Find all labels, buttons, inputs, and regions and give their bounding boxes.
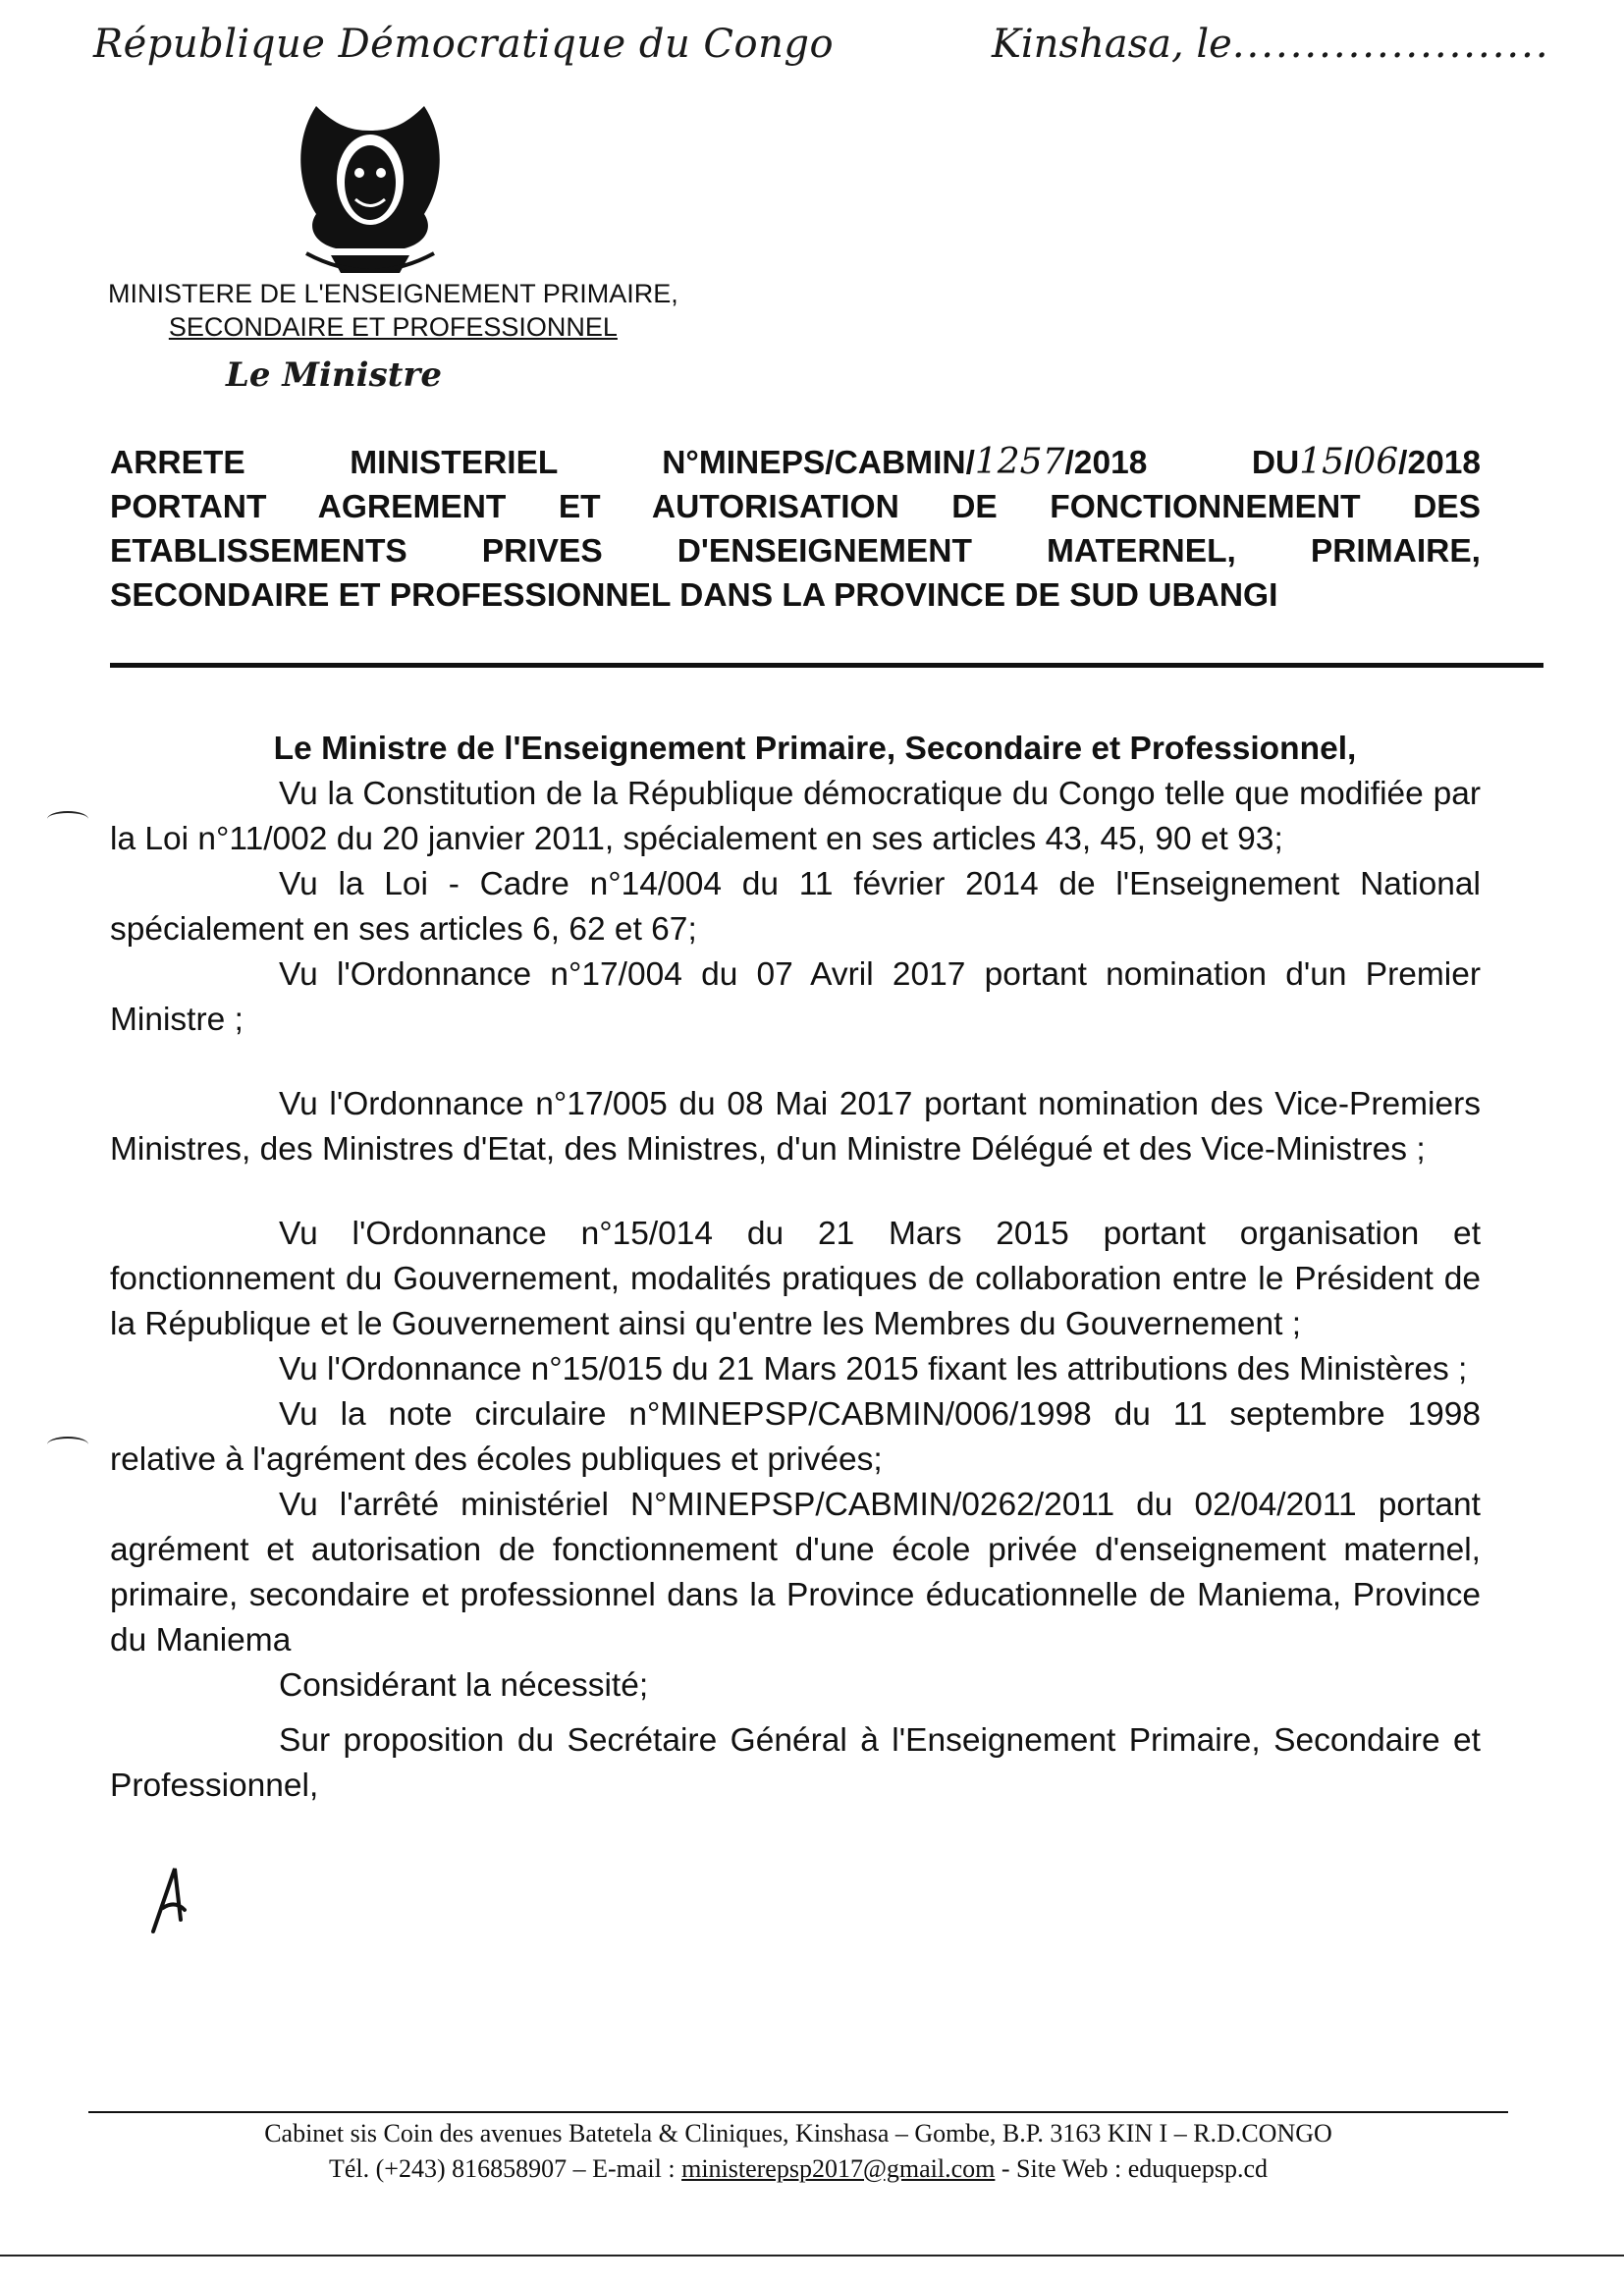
decree-du: DU xyxy=(1251,445,1300,481)
vu-ordonnance-17-005: Vu l'Ordonnance n°17/005 du 08 Mai 2017 portant nomination des Vice-Premiers Ministres, des Ministres d'Etat, des Ministres, d'un Ministre Délégué et des Vice-Ministres ; xyxy=(110,1086,1481,1168)
handwritten-initial-icon xyxy=(145,1861,204,1944)
footer-site: - Site Web : eduquepsp.cd xyxy=(995,2154,1268,2183)
vu-arrete-ministeriel: Vu l'arrêté ministériel N°MINEPSP/CABMIN/0262/2011 du 02/04/2011 portant agrément et autorisation de fonctionnement d'une école privée d'enseignement maternel, primaire, secondaire et professionnel dans la Province éducationnelle de Maniema, Province du Maniema xyxy=(110,1487,1481,1659)
place-date-line xyxy=(992,22,1550,67)
decree-prefix: ARRETE MINISTERIEL N°MINEPS/CABMIN/ xyxy=(110,445,975,481)
decree-line-1: ARRETE MINISTERIEL N°MINEPS/CABMIN/1257/2018 DU15/06/2018 xyxy=(110,442,1481,482)
place-label: Kinshasa, le xyxy=(992,22,1232,67)
decree-line-4: SECONDAIRE ET PROFESSIONNEL DANS LA PROVINCE DE SUD UBANGI xyxy=(110,577,1278,614)
republic-title: République Démocratique du Congo xyxy=(93,22,835,67)
vu-loi-cadre: Vu la Loi - Cadre n°14/004 du 11 février 2014 de l'Enseignement National spécialement en ses articles 6, 62 et 67; xyxy=(110,866,1481,948)
footer-email-link[interactable]: ministerepsp2017@gmail.com xyxy=(681,2154,996,2183)
footer-contact xyxy=(88,2151,1508,2187)
sur-proposition: Sur proposition du Secrétaire Général à l'Enseignement Primaire, Secondaire et Professionnel, xyxy=(110,1722,1481,1804)
vu-note-circulaire: Vu la note circulaire n°MINEPSP/CABMIN/006/1998 du 11 septembre 1998 relative à l'agrément des écoles publiques et privées; xyxy=(110,1396,1481,1478)
le-ministre-title: Le Ministre xyxy=(226,355,442,395)
decree-line-2: PORTANT AGREMENT ET AUTORISATION DE FONCTIONNEMENT DES xyxy=(110,489,1481,525)
decree-day-handwritten: 15 xyxy=(1299,442,1345,482)
decree-title xyxy=(110,440,1481,618)
footer-address: Cabinet sis Coin des avenues Batetela & Cliniques, Kinshasa – Gombe, B.P. 3163 KIN I – R.D.CONGO xyxy=(264,2119,1332,2148)
vu-constitution: Vu la Constitution de la République démocratique du Congo telle que modifiée par la Loi n°11/002 du 20 janvier 2011, spécialement en ses articles 43, 45, 90 et 93; xyxy=(110,776,1481,857)
body-lead: Le Ministre de l'Enseignement Primaire, Secondaire et Professionnel, xyxy=(273,731,1357,767)
ministry-line-2: SECONDAIRE ET PROFESSIONNEL xyxy=(168,312,618,342)
date-dots: ...................... xyxy=(1231,22,1550,67)
decree-number-handwritten: 1257 xyxy=(974,442,1065,482)
decree-date-year: /2018 xyxy=(1398,445,1481,481)
decree-month-handwritten: 06 xyxy=(1353,442,1399,482)
footer-tel: Tél. (+243) 816858907 – E-mail : xyxy=(328,2154,682,2183)
vu-ordonnance-15-015: Vu l'Ordonnance n°15/015 du 21 Mars 2015 fixant les attributions des Ministères ; xyxy=(279,1351,1468,1387)
drc-coat-of-arms-icon xyxy=(277,86,463,283)
footer-divider xyxy=(88,2111,1508,2113)
decree-line-3: ETABLISSEMENTS PRIVES D'ENSEIGNEMENT MATERNEL, PRIMAIRE, xyxy=(110,533,1481,570)
decree-body xyxy=(110,727,1481,1809)
considerant: Considérant la nécessité; xyxy=(279,1667,649,1704)
vu-ordonnance-15-014: Vu l'Ordonnance n°15/014 du 21 Mars 2015 portant organisation et fonctionnement du Gouvernement, modalités pratiques de collaboration entre le Président de la République et le Gouvernement ainsi qu'entre les Membres du Gouvernement ; xyxy=(110,1216,1481,1342)
vu-ordonnance-17-004: Vu l'Ordonnance n°17/004 du 07 Avril 2017 portant nomination d'un Premier Ministre ; xyxy=(110,956,1481,1038)
ministry-header xyxy=(108,277,678,344)
title-divider xyxy=(110,663,1543,668)
decree-year: /2018 xyxy=(1064,445,1148,481)
margin-mark xyxy=(47,1437,88,1452)
footer xyxy=(88,2116,1508,2187)
page-bottom-edge xyxy=(0,2255,1624,2257)
margin-mark xyxy=(47,811,88,827)
ministry-line-1: MINISTERE DE L'ENSEIGNEMENT PRIMAIRE, xyxy=(108,279,678,308)
